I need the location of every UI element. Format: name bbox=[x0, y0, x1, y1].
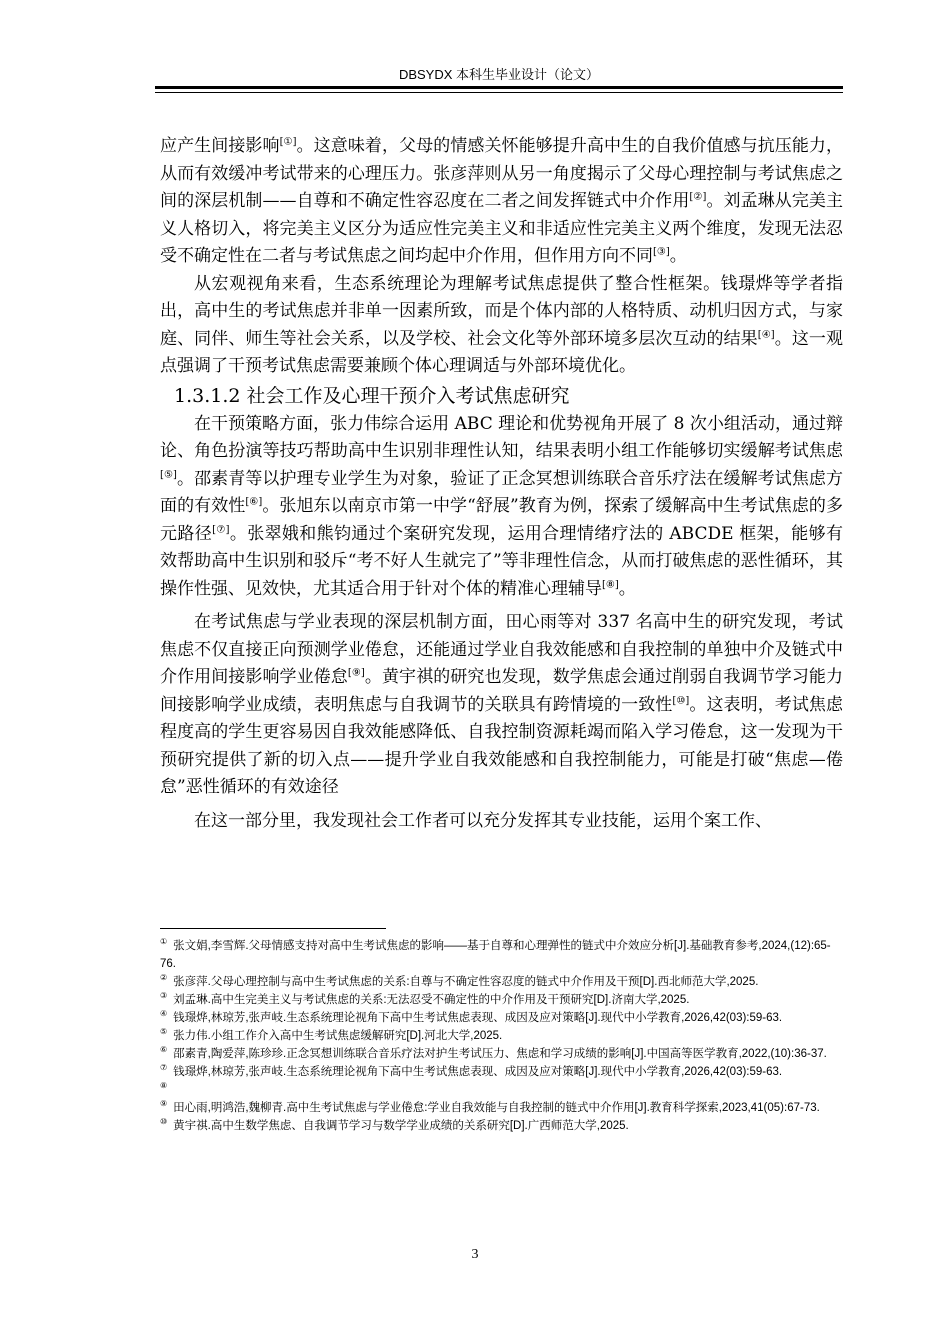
text-run: 。黄宇祺的研究也发现，数学焦虑会通过削弱自我调节学习能力间接影响学业成绩，表明焦虑与自我调节的关联具有跨情境的一致性 bbox=[160, 667, 844, 715]
footnote-text: 刘孟琳.高中生完美主义与考试焦虑的关系:无法忍受不确定性的中介作用及干预研究[D].济南大学,2025. bbox=[173, 994, 690, 1006]
paragraph-1 bbox=[160, 133, 843, 271]
citation-sup[interactable]: [⑤] bbox=[160, 468, 177, 480]
paragraph-4 bbox=[160, 609, 843, 802]
paragraph-2 bbox=[160, 271, 843, 381]
footnote-mark: ⑩ bbox=[160, 1117, 168, 1127]
footnote-text: 邵素青,陶爱萍,陈珍珍.正念冥想训练联合音乐疗法对护生考试压力、焦虑和学习成绩的影响[J].中国高等医学教育,2022,(10):36-37. bbox=[173, 1048, 827, 1060]
footnote bbox=[160, 1027, 843, 1045]
footnote bbox=[160, 937, 843, 973]
header-rule-thin bbox=[155, 92, 843, 93]
footnote bbox=[160, 1117, 843, 1135]
footnote bbox=[160, 1009, 843, 1027]
text-run: 。张翠娥和熊钧通过个案研究发现，运用合理情绪疗法的 ABCDE 框架，能够有效帮助高中生识别和驳斥“考不好人生就完了”等非理性信念，从而打破焦虑的恶性循环，其操作性强、见效快，尤其适合用于针对个体的精准心理辅导 bbox=[160, 523, 843, 599]
footnote-mark: ④ bbox=[160, 1009, 168, 1019]
footnote bbox=[160, 1081, 843, 1099]
citation-sup[interactable]: [②] bbox=[689, 191, 707, 203]
footnote-text: 钱璟烨,林琼芳,张声岐.生态系统理论视角下高中生考试焦虑表现、成因及应对策略[J].现代中小学教育,2026,42(03):59-63. bbox=[173, 1012, 783, 1024]
text-run: 。这一观点强调了干预考试焦虑需要兼顾个体心理调适与外部环境优化。 bbox=[160, 328, 844, 376]
text-run: 。邵素青等以护理专业学生为对象，验证了正念冥想训练联合音乐疗法在缓解考试焦虑方面的有效性 bbox=[160, 468, 843, 516]
footnote-mark: ③ bbox=[160, 991, 168, 1001]
body-text bbox=[160, 133, 843, 835]
paragraph-3 bbox=[160, 411, 843, 604]
text-run: 。 bbox=[618, 578, 636, 599]
citation-sup[interactable]: [⑧] bbox=[602, 578, 619, 590]
text-run: 。 bbox=[669, 246, 687, 266]
footnote-text: 钱璟烨,林琼芳,张声岐.生态系统理论视角下高中生考试焦虑表现、成因及应对策略[J].现代中小学教育,2026,42(03):59-63. bbox=[173, 1066, 783, 1078]
footnote-text: 田心雨,明鸿浩,魏柳青.高中生考试焦虑与学业倦怠:学业自我效能与自我控制的链式中介作用[J].教育科学探索,2023,41(05):67-73. bbox=[173, 1102, 820, 1114]
footnote-mark: ⑨ bbox=[160, 1099, 168, 1109]
text-run: 。张旭东以南京市第一中学“舒展”教育为例，探索了缓解高中生考试焦虑的多元路径 bbox=[160, 496, 843, 544]
text-run: 。刘孟琳从完美主义人格切入，将完美主义区分为适应性完美主义和非适应性完美主义两个维度，发现无法忍受不确定性在二者与考试焦虑之间均起中介作用，但作用方向不同 bbox=[160, 191, 844, 266]
citation-sup[interactable]: [⑥] bbox=[245, 496, 263, 508]
text-run: 。这表明，考试焦虑程度高的学生更容易因自我效能感降低、自我控制资源耗竭而陷入学习倦怠，这一发现为干预研究提供了新的切入点——提升学业自我效能感和自我控制能力，可能是打破“焦虑—倦怠”恶性循环的有效途径 bbox=[160, 694, 844, 797]
footnote-text: 张文娟,李雪辉.父母情感支持对高中生考试焦虑的影响——基于自尊和心理弹性的链式中介效应分析[J].基础教育参考,2024,(12):65-76. bbox=[160, 940, 831, 970]
citation-sup[interactable]: [⑦] bbox=[212, 523, 230, 535]
text-run: 在考试焦虑与学业表现的深层机制方面，田心雨等对 337 名高中生的研究发现，考试焦虑不仅直接正向预测学业倦怠，还能通过学业自我效能感和自我控制的单独中介及链式中介作用间接影响学业倦怠 bbox=[160, 612, 843, 687]
citation-sup[interactable]: [③] bbox=[653, 246, 670, 258]
text-run: 在干预策略方面，张力伟综合运用 ABC 理论和优势视角开展了 8 次小组活动，通过辩论、角色扮演等技巧帮助高中生识别非理性认知，结果表明小组工作能够切实缓解考试焦虑 bbox=[160, 413, 843, 461]
footnote-mark: ⑧ bbox=[160, 1081, 168, 1091]
footnote bbox=[160, 973, 843, 991]
footnote bbox=[160, 1045, 843, 1063]
paragraph-5: 在这一部分里，我发现社会工作者可以充分发挥其专业技能，运用个案工作、 bbox=[194, 810, 772, 831]
footnote-mark: ① bbox=[160, 937, 168, 947]
page-number: 3 bbox=[471, 1247, 479, 1262]
footnote-mark: ② bbox=[160, 973, 168, 983]
citation-sup[interactable]: [⑨] bbox=[347, 667, 365, 679]
section-heading: 1.3.1.2 社会工作及心理干预介入考试焦虑研究 bbox=[174, 384, 570, 407]
footnote-mark: ⑤ bbox=[160, 1027, 168, 1037]
footnote-text: 张力伟.小组工作介入高中生考试焦虑缓解研究[D].河北大学,2025. bbox=[173, 1030, 503, 1042]
footnote-text: 黄宇祺.高中生数学焦虑、自我调节学习与数学学业成绩的关系研究[D].广西师范大学,2025. bbox=[173, 1120, 629, 1132]
citation-sup[interactable]: [①] bbox=[279, 136, 297, 148]
footnote-text: 张彦萍.父母心理控制与高中生考试焦虑的关系:自尊与不确定性容忍度的链式中介作用及干预[D].西北师范大学,2025. bbox=[173, 976, 759, 988]
running-header: DBSYDX 本科生毕业设计（论文） bbox=[398, 67, 600, 82]
footnote bbox=[160, 1063, 843, 1081]
footnote bbox=[160, 1099, 843, 1117]
footnote bbox=[160, 991, 843, 1009]
text-run: 从宏观视角来看，生态系统理论为理解考试焦虑提供了整合性框架。钱璟烨等学者指出，高中生的考试焦虑并非单一因素所致，而是个体内部的人格特质、动机归因方式，与家庭、同伴、师生等社会关系，以及学校、社会文化等外部环境多层次互动的结果 bbox=[160, 273, 843, 349]
header-rule-thick bbox=[155, 86, 843, 89]
footnote-mark: ⑦ bbox=[160, 1063, 168, 1073]
citation-sup[interactable]: [④] bbox=[757, 328, 775, 340]
text-run: 。这意味着，父母的情感关怀能够提升高中生的自我价值感与抗压能力，从而有效缓冲考试带来的心理压力。张彦萍则从另一角度揭示了父母心理控制与考试焦虑之间的深层机制——自尊和不确定性容忍度在二者之间发挥链式中介作用 bbox=[160, 136, 844, 211]
footnote-separator bbox=[160, 928, 386, 929]
footnotes bbox=[160, 937, 843, 1135]
citation-sup[interactable]: [⑩] bbox=[672, 694, 690, 706]
text-run: 应产生间接影响 bbox=[160, 136, 280, 156]
footnote-mark: ⑥ bbox=[160, 1045, 168, 1055]
